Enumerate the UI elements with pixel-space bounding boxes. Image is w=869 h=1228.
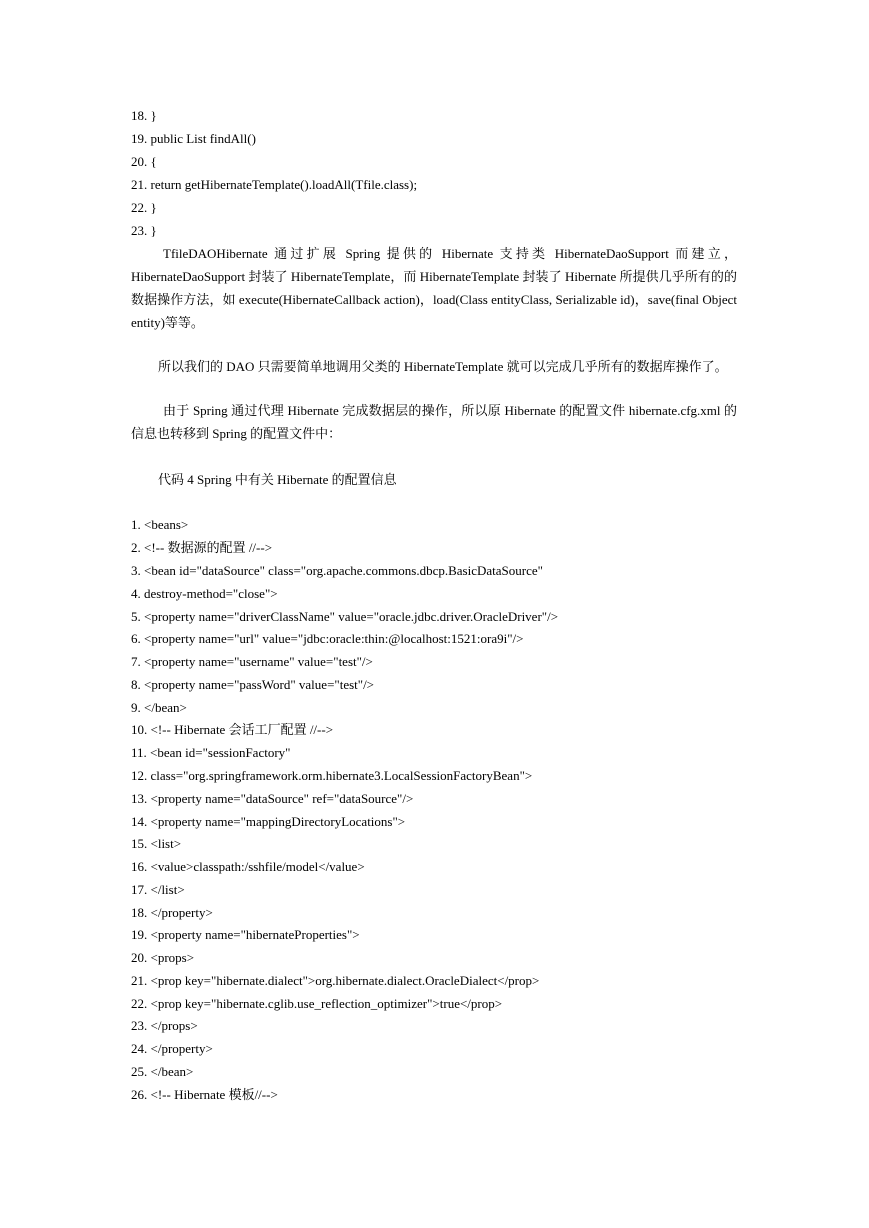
code-line: 5. <property name="driverClassName" value="oracle.jdbc.driver.OracleDriver"/> <box>131 609 559 624</box>
code-line: 23. } <box>131 223 157 238</box>
paragraph-dao-summary: 所以我们的 DAO 只需要简单地调用父类的 HibernateTemplate 就可以完成几乎所有的数据库操作了。 <box>158 359 728 374</box>
code-line: 10. <!-- Hibernate 会话工厂配置 //--> <box>131 722 334 737</box>
code-line: 14. <property name="mappingDirectoryLocations"> <box>131 814 406 829</box>
code-line: 18. </property> <box>131 905 213 920</box>
paragraph-hibernate-dao-support: TfileDAOHibernate 通过扩展 Spring 提供的 Hibernate 支持类 HibernateDaoSupport 而建立，HibernateDaoSupport 封装了 HibernateTemplate，而 HibernateTemplate 封装了 Hibernate 所提供几乎所有的的数据操作方法，如 execute(HibernateCallback action)，load(Class entityClass, Serializable id)，save(final Object entity)等等。 <box>131 246 737 330</box>
code-line: 4. destroy-method="close"> <box>131 586 278 601</box>
code-line: 19. public List findAll() <box>131 131 256 146</box>
code-line: 9. </bean> <box>131 700 187 715</box>
code-line: 15. <list> <box>131 836 182 851</box>
code-line: 22. } <box>131 200 157 215</box>
code-line: 25. </bean> <box>131 1064 194 1079</box>
code-line: 22. <prop key="hibernate.cglib.use_reflection_optimizer">true</prop> <box>131 996 503 1011</box>
code-line: 21. return getHibernateTemplate().loadAll(Tfile.class); <box>131 177 418 192</box>
code-line: 16. <value>classpath:/sshfile/model</value> <box>131 859 365 874</box>
code-line: 12. class="org.springframework.orm.hibernate3.LocalSessionFactoryBean"> <box>131 768 533 783</box>
code-caption: 代码 4 Spring 中有关 Hibernate 的配置信息 <box>158 472 397 487</box>
code-line: 11. <bean id="sessionFactory" <box>131 745 291 760</box>
code-line: 18. } <box>131 108 157 123</box>
code-line: 24. </property> <box>131 1041 213 1056</box>
code-line: 13. <property name="dataSource" ref="dataSource"/> <box>131 791 414 806</box>
code-line: 26. <!-- Hibernate 模板//--> <box>131 1087 278 1102</box>
code-line: 6. <property name="url" value="jdbc:oracle:thin:@localhost:1521:ora9i"/> <box>131 631 524 646</box>
code-line: 8. <property name="passWord" value="test"/> <box>131 677 375 692</box>
code-line: 2. <!-- 数据源的配置 //--> <box>131 540 273 555</box>
code-line: 20. <props> <box>131 950 195 965</box>
code-line: 23. </props> <box>131 1018 198 1033</box>
code-line: 3. <bean id="dataSource" class="org.apache.commons.dbcp.BasicDataSource" <box>131 563 543 578</box>
paragraph-spring-config: 由于 Spring 通过代理 Hibernate 完成数据层的操作，所以原 Hibernate 的配置文件 hibernate.cfg.xml 的信息也转移到 Spring 的配置文件中： <box>131 403 737 441</box>
code-line: 17. </list> <box>131 882 185 897</box>
code-line: 1. <beans> <box>131 517 189 532</box>
code-line: 7. <property name="username" value="test"/> <box>131 654 373 669</box>
code-line: 21. <prop key="hibernate.dialect">org.hibernate.dialect.OracleDialect</prop> <box>131 973 540 988</box>
code-line: 19. <property name="hibernateProperties"> <box>131 927 360 942</box>
code-line: 20. { <box>131 154 157 169</box>
